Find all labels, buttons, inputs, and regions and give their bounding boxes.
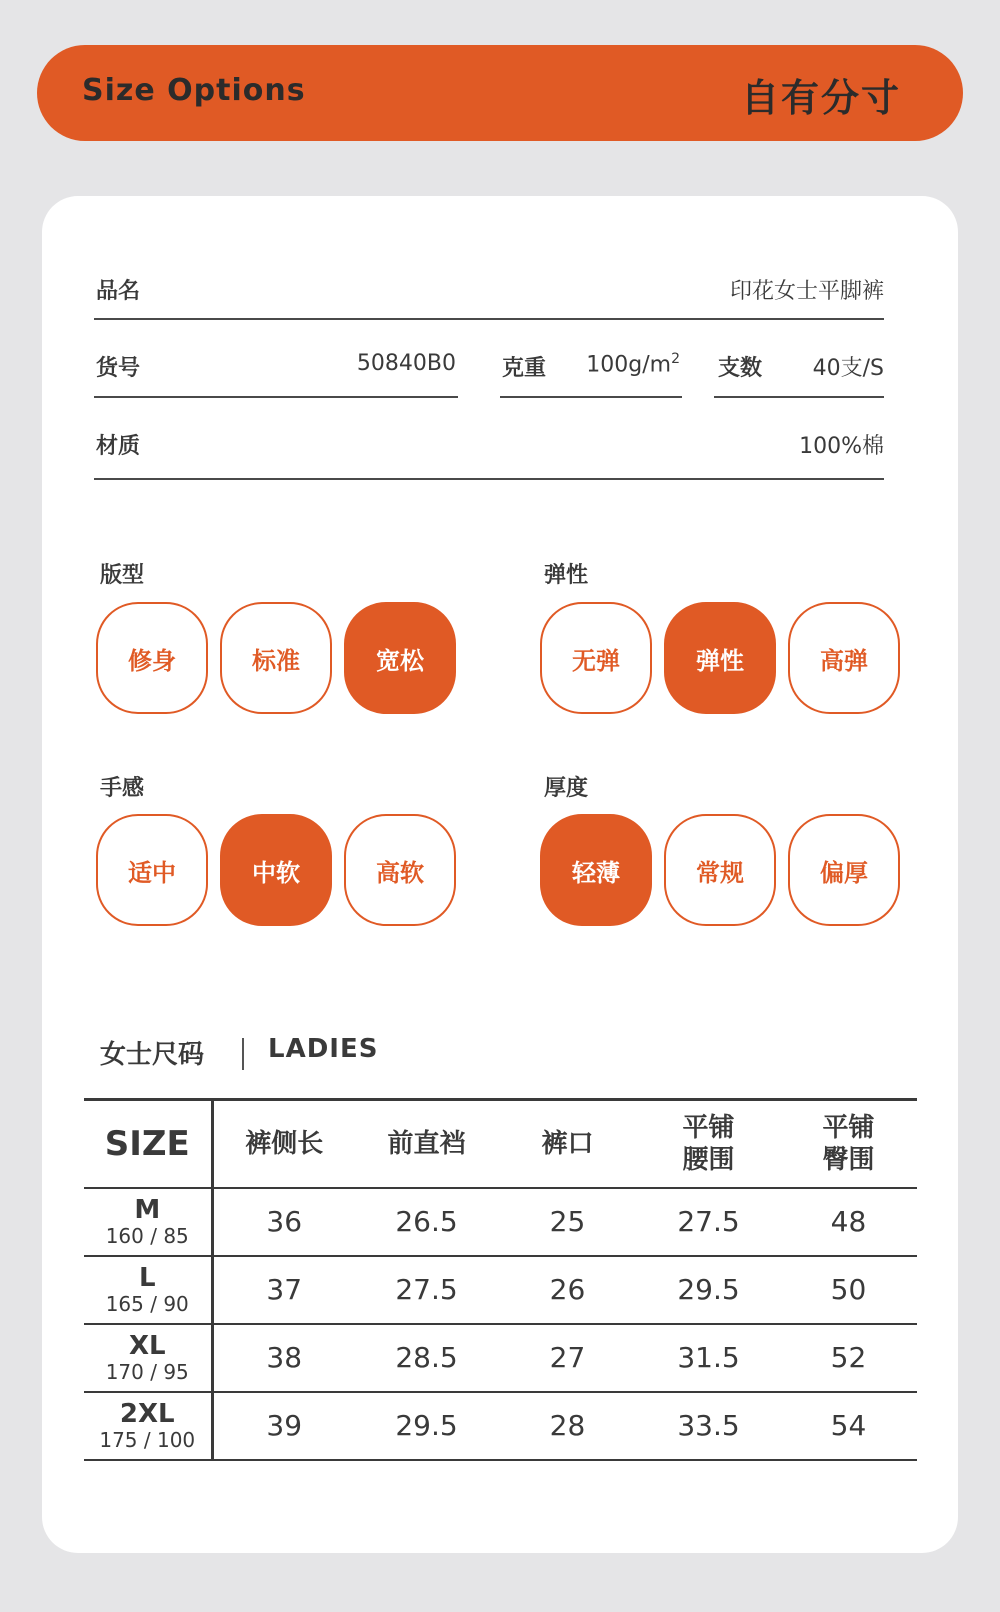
- feel-title: 手感: [100, 776, 145, 801]
- title-separator: [242, 1038, 244, 1070]
- table-cell: 54: [830, 1409, 867, 1442]
- header-title-en: Size Options: [82, 73, 306, 108]
- table-cell: 26.5: [395, 1205, 458, 1238]
- elasticity-option-high: 高弹: [788, 602, 900, 714]
- header-title-cn: 自有分寸: [740, 76, 901, 120]
- table-cell: 48: [830, 1205, 867, 1238]
- feel-option-high-soft: 高软: [344, 814, 456, 926]
- table-cell: 39: [266, 1409, 303, 1442]
- header-front-rise: 前直裆: [387, 1128, 466, 1159]
- table-cell: 36: [266, 1205, 303, 1238]
- weight-label: 克重: [502, 356, 547, 381]
- weight-value: $100g/m^2$: [586, 351, 680, 378]
- thickness-option-thin: 轻薄: [540, 814, 652, 926]
- table-cell: 27.5: [395, 1273, 458, 1306]
- divider: [94, 318, 884, 320]
- sku-row: [96, 351, 456, 391]
- header-size: SIZE: [84, 1100, 212, 1188]
- divider: [94, 478, 884, 480]
- sku-label: 货号: [96, 356, 141, 381]
- feel-option-medium-soft: 中软: [220, 814, 332, 926]
- table-cell: 31.5: [677, 1341, 740, 1374]
- header-flat-waist: 平铺 腰围: [682, 1112, 735, 1175]
- table-row: [84, 1324, 917, 1392]
- table-cell: 52: [830, 1341, 867, 1374]
- table-cell: 26: [549, 1273, 586, 1306]
- size-cell: L 165 / 90: [84, 1256, 212, 1324]
- table-cell: 38: [266, 1341, 303, 1374]
- elasticity-option-elastic: 弹性: [664, 602, 776, 714]
- thickness-option-thick: 偏厚: [788, 814, 900, 926]
- header-banner: [37, 45, 963, 141]
- table-cell: 25: [549, 1205, 586, 1238]
- table-row: [84, 1256, 917, 1324]
- table-cell: 28: [549, 1409, 586, 1442]
- sku-value: 50840B0: [356, 351, 456, 376]
- table-cell: 33.5: [677, 1409, 740, 1442]
- header-flat-hip: 平铺 臀围: [822, 1112, 875, 1175]
- weight-row: [502, 346, 680, 386]
- material-label: 材质: [96, 434, 141, 459]
- elasticity-title: 弹性: [544, 563, 589, 588]
- fit-option-slim: 修身: [96, 602, 208, 714]
- divider: [94, 396, 458, 398]
- size-table-title-cn: 女士尺码: [100, 1040, 205, 1070]
- table-cell: 37: [266, 1273, 303, 1306]
- size-cell: 2XL 175 / 100: [84, 1392, 212, 1460]
- table-row: [84, 1392, 917, 1460]
- size-info-card: [42, 196, 958, 1553]
- product-name-label: 品名: [96, 279, 141, 304]
- table-cell: 29.5: [677, 1273, 740, 1306]
- material-row: [96, 429, 884, 469]
- divider: [500, 396, 682, 398]
- size-table-title-en: LADIES: [268, 1034, 379, 1064]
- table-cell: 27: [549, 1341, 586, 1374]
- size-cell: M 160 / 85: [84, 1188, 212, 1256]
- header-side-length: 裤侧长: [245, 1128, 324, 1159]
- product-name-row: [96, 274, 884, 314]
- fit-option-loose: 宽松: [344, 602, 456, 714]
- count-label: 支数: [718, 356, 763, 381]
- fit-option-standard: 标准: [220, 602, 332, 714]
- thickness-option-regular: 常规: [664, 814, 776, 926]
- count-value: 40支/S: [812, 356, 884, 381]
- material-value: 100%棉: [799, 434, 884, 459]
- header-leg-opening: 裤口: [541, 1128, 594, 1159]
- size-table: [84, 1098, 917, 1461]
- table-cell: 27.5: [677, 1205, 740, 1238]
- elasticity-option-none: 无弹: [540, 602, 652, 714]
- fit-title: 版型: [100, 563, 145, 588]
- divider: [714, 396, 884, 398]
- feel-option-medium: 适中: [96, 814, 208, 926]
- table-row: [84, 1188, 917, 1256]
- table-header-row: [84, 1100, 917, 1188]
- table-cell: 50: [830, 1273, 867, 1306]
- table-cell: 29.5: [395, 1409, 458, 1442]
- table-cell: 28.5: [395, 1341, 458, 1374]
- thickness-title: 厚度: [544, 776, 589, 801]
- product-name-value: 印花女士平脚裤: [729, 279, 884, 304]
- size-cell: XL 170 / 95: [84, 1324, 212, 1392]
- count-row: [718, 351, 884, 391]
